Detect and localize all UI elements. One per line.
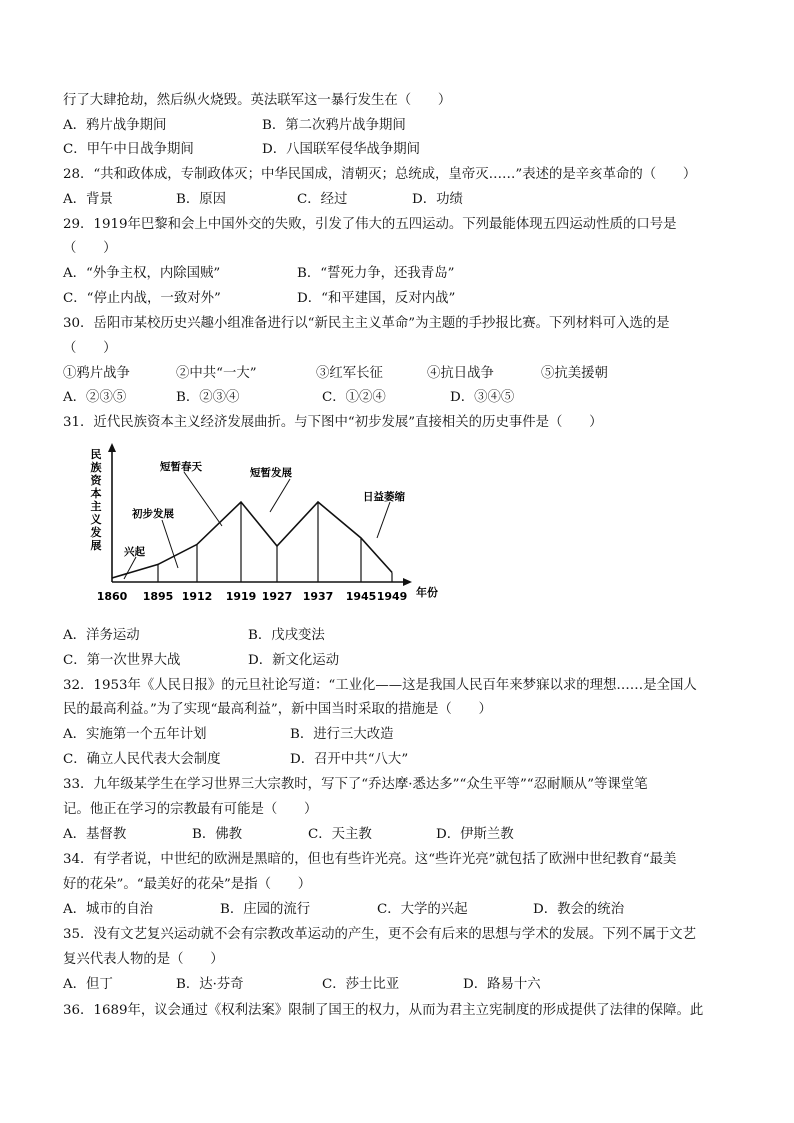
x-tick-label: 1860 xyxy=(96,590,128,603)
option-b: B．戊戌变法 xyxy=(248,628,325,643)
annotation-brief-spring: 短暂春天 xyxy=(160,461,202,473)
leader-line xyxy=(270,479,290,512)
option-b: B．“誓死力争，还我青岛” xyxy=(297,266,455,281)
option-d: D．召开中共“八大” xyxy=(290,752,409,767)
material-5: ⑤抗美援朝 xyxy=(541,366,608,381)
option-b: B．原因 xyxy=(176,192,227,207)
x-tick-label: 1949 xyxy=(376,590,408,603)
question-stem-27-continued: 行了大肆抢劫，然后纵火烧毁。英法联军这一暴行发生在（ ） xyxy=(63,93,452,108)
option-b: B．庄园的流行 xyxy=(220,902,311,917)
x-tick-label: 1895 xyxy=(142,590,174,603)
option-d: D．③④⑤ xyxy=(450,390,515,405)
option-c: C．经过 xyxy=(297,192,348,207)
question-stem-36: 36．1689年，议会通过《权利法案》限制了国王的权力，从而为君主立宪制度的形成提供了法律的保障。此 xyxy=(63,1003,704,1018)
leader-line xyxy=(184,472,222,526)
y-axis-label-char: 发 xyxy=(90,526,102,539)
x-tick-label: 1927 xyxy=(261,590,293,603)
option-d: D．新文化运动 xyxy=(248,653,340,668)
option-c: C．天主教 xyxy=(308,827,372,842)
option-a: A．②③⑤ xyxy=(63,390,127,405)
option-a: A．“外争主权，内除国贼” xyxy=(63,266,221,281)
question-stem-33-cont: 记。他正在学习的宗教最有可能是（ ） xyxy=(63,802,318,817)
option-a: A．城市的自治 xyxy=(63,902,154,917)
annotation-decline: 日益萎缩 xyxy=(363,491,405,503)
question-stem-34: 34．有学者说，中世纪的欧洲是黑暗的，但也有些许光亮。这“些许光亮”就包括了欧洲中世纪教育“最美 xyxy=(63,852,677,867)
material-4: ④抗日战争 xyxy=(427,366,494,381)
option-a: A．背景 xyxy=(63,192,113,207)
x-axis-arrow xyxy=(403,578,412,586)
option-c: C．“停止内战，一致对外” xyxy=(63,291,221,306)
y-axis-label-char: 本 xyxy=(90,487,102,500)
option-d: D．八国联军侵华战争期间 xyxy=(262,142,421,157)
option-b: B．进行三大改造 xyxy=(290,727,394,742)
option-a: A．洋务运动 xyxy=(63,628,140,643)
annotation-brief-development: 短暂发展 xyxy=(250,467,292,479)
question-stem-29-blank: （ ） xyxy=(63,241,117,256)
question-stem-33: 33．九年级某学生在学习世界三大宗教时，写下了“乔达摩·悉达多”“众生平等”“忍耐顺从”等课堂笔 xyxy=(63,777,648,792)
y-axis-label-char: 族 xyxy=(90,461,102,474)
y-axis-label-char: 主 xyxy=(90,500,102,513)
option-d: D．教会的统治 xyxy=(533,902,625,917)
annotation-rise: 兴起 xyxy=(124,546,145,558)
material-3: ③红军长征 xyxy=(316,366,383,381)
question-stem-32-cont: 民的最高利益。”为了实现“最高利益”，新中国当时采取的措施是（ ） xyxy=(63,702,492,717)
option-a: A．实施第一个五年计划 xyxy=(63,727,207,742)
option-d: D．功绩 xyxy=(412,192,463,207)
annotation-initial-development: 初步发展 xyxy=(132,508,174,520)
y-axis-label-char: 义 xyxy=(90,513,102,526)
option-a: A．但丁 xyxy=(63,977,113,992)
x-tick-label: 1945 xyxy=(345,590,377,603)
y-axis-label-char: 民 xyxy=(90,448,102,461)
material-1: ①鸦片战争 xyxy=(63,366,130,381)
leader-line xyxy=(377,502,390,538)
option-d: D．“和平建国，反对内战” xyxy=(297,291,456,306)
y-axis-arrow xyxy=(108,443,116,452)
x-axis-label: 年份 xyxy=(416,586,438,599)
option-c: C．第一次世界大战 xyxy=(63,653,181,668)
y-axis-label xyxy=(90,447,103,552)
option-d: D．路易十六 xyxy=(463,977,541,992)
question-stem-29: 29．1919年巴黎和会上中国外交的失败，引发了伟大的五四运动。下列最能体现五四运动性质的口号是 xyxy=(63,217,677,232)
x-tick-label: 1937 xyxy=(302,590,334,603)
option-b: B．达·芬奇 xyxy=(176,977,244,992)
option-c: C．确立人民代表大会制度 xyxy=(63,752,221,767)
option-c: C．大学的兴起 xyxy=(377,902,468,917)
option-d: D．伊斯兰教 xyxy=(436,827,514,842)
option-b: B．佛教 xyxy=(192,827,243,842)
question-stem-30: 30．岳阳市某校历史兴趣小组准备进行以“新民主主义革命”为主题的手抄报比赛。下列材料可入选的是 xyxy=(63,316,670,331)
option-c: C．①②④ xyxy=(322,390,386,405)
question-stem-31: 31．近代民族资本主义经济发展曲折。与下图中“初步发展”直接相关的历史事件是（ ） xyxy=(63,415,603,430)
question-stem-32: 32．1953年《人民日报》的元旦社论写道：“工业化——这是我国人民百年来梦寐以求的理想……是全国人 xyxy=(63,678,697,693)
question-stem-34-cont: 好的花朵”。“最美好的花朵”是指（ ） xyxy=(63,877,312,892)
question-stem-30-blank: （ ） xyxy=(63,341,117,356)
material-2: ②中共“一大” xyxy=(176,366,257,381)
x-tick-label: 1912 xyxy=(181,590,213,603)
option-c: C．甲午中日战争期间 xyxy=(63,142,194,157)
y-axis-label-char: 展 xyxy=(90,539,102,552)
option-c: C．莎士比亚 xyxy=(322,977,400,992)
question-stem-28: 28．“共和政体成，专制政体灭；中华民国成，清朝灭；总统成，皇帝灭……”表述的是辛亥革命的（ ） xyxy=(63,167,697,182)
economy-development-chart xyxy=(60,440,450,610)
option-a: A．基督教 xyxy=(63,827,127,842)
option-b: B．第二次鸦片战争期间 xyxy=(262,118,406,133)
question-stem-35-cont: 复兴代表人物的是（ ） xyxy=(63,952,224,967)
option-b: B．②③④ xyxy=(176,390,240,405)
question-stem-35: 35．没有文艺复兴运动就不会有宗教改革运动的产生，更不会有后来的思想与学术的发展。下列不属于文艺 xyxy=(63,927,697,942)
option-a: A．鸦片战争期间 xyxy=(63,118,167,133)
x-tick-label: 1919 xyxy=(225,590,257,603)
y-axis-label-char: 资 xyxy=(90,474,102,487)
leader-line xyxy=(124,557,136,579)
